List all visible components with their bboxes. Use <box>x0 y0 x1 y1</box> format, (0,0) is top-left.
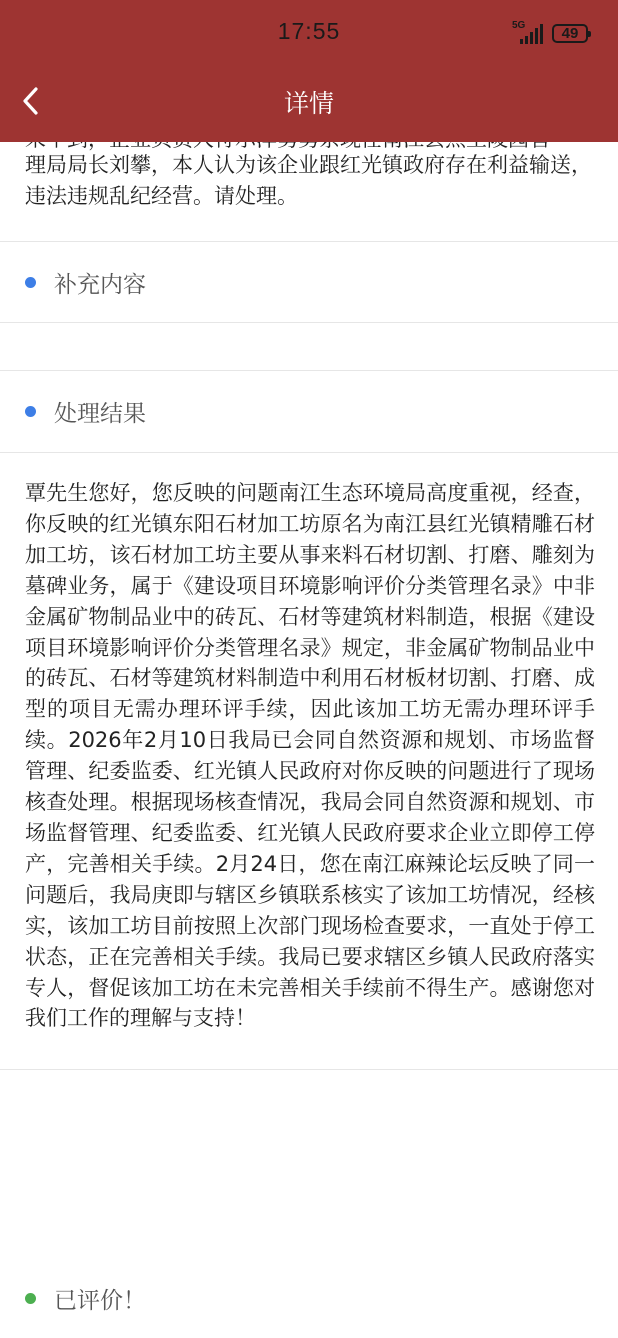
supplement-content <box>25 330 595 366</box>
blue-dot-icon <box>25 406 36 417</box>
complaint-text: 理局局长刘攀，本人认为该企业跟红光镇政府存在利益输送，违法违规乱纪经营。请处理。 <box>25 153 592 208</box>
network-type: 5G <box>512 20 526 31</box>
green-dot-icon <box>25 1293 36 1304</box>
result-label: 处理结果 <box>54 400 146 427</box>
section-supplement-header <box>0 242 618 322</box>
page-title: 详情 <box>283 89 334 118</box>
divider <box>0 1069 618 1070</box>
blue-dot-icon <box>25 277 36 288</box>
status-time: 17:55 <box>277 18 341 44</box>
divider <box>0 452 618 453</box>
status-icons <box>512 22 588 44</box>
cellular-signal-icon <box>512 22 546 44</box>
divider <box>0 322 618 323</box>
evaluated-status <box>0 1258 618 1338</box>
app-header <box>0 0 618 142</box>
supplement-label: 补充内容 <box>54 271 146 298</box>
section-result-header <box>0 371 618 451</box>
evaluated-label: 已评价！ <box>54 1287 146 1314</box>
battery-level: 49 <box>561 24 579 42</box>
result-text: 覃先生您好，您反映的问题南江生态环境局高度重视，经查，你反映的红光镇东阳石材加工坊原名为南江县红光镇精雕石材加工坊，该石材加工坊主要从事来料石材切割、打磨、雕刻为墓碑业务，属于《建设项目环境影响评价分类管理名录》中非金属矿物制品业中的砖瓦、石材等建筑材料制造，根据《建设项目环境影响评价分类管理名录》规定，非金属矿物制品业中的砖瓦、石材等建筑材料制造中利用石材板材切割、打磨、成型的项目无需办理环评手续，因此该加工坊无需办理环评手续。2026年2月10日我局已会同自然资源和规划、市场监督管理、纪委监委、红光镇人民政府对你反映的问题进行了现场核查处理。根据现场核查情况，我局会同自然资源和规划、市场监督管理、纪委监委、红光镇人民政府要求企业立即停工停产，完善相关手续。2月24日，您在南江麻辣论坛反映了同一问题后，我局庚即与辖区乡镇联系核实了该加工坊情况，经核实，该加工坊目前按照上次部门现场检查要求，一直处于停工状态，正在完善相关手续。我局已要求辖区乡镇人民政府落实专人，督促该加工坊在未完善相关手续前不得生产。感谢您对我们工作的理解与支持！ <box>25 481 595 1031</box>
battery-icon <box>552 24 588 43</box>
